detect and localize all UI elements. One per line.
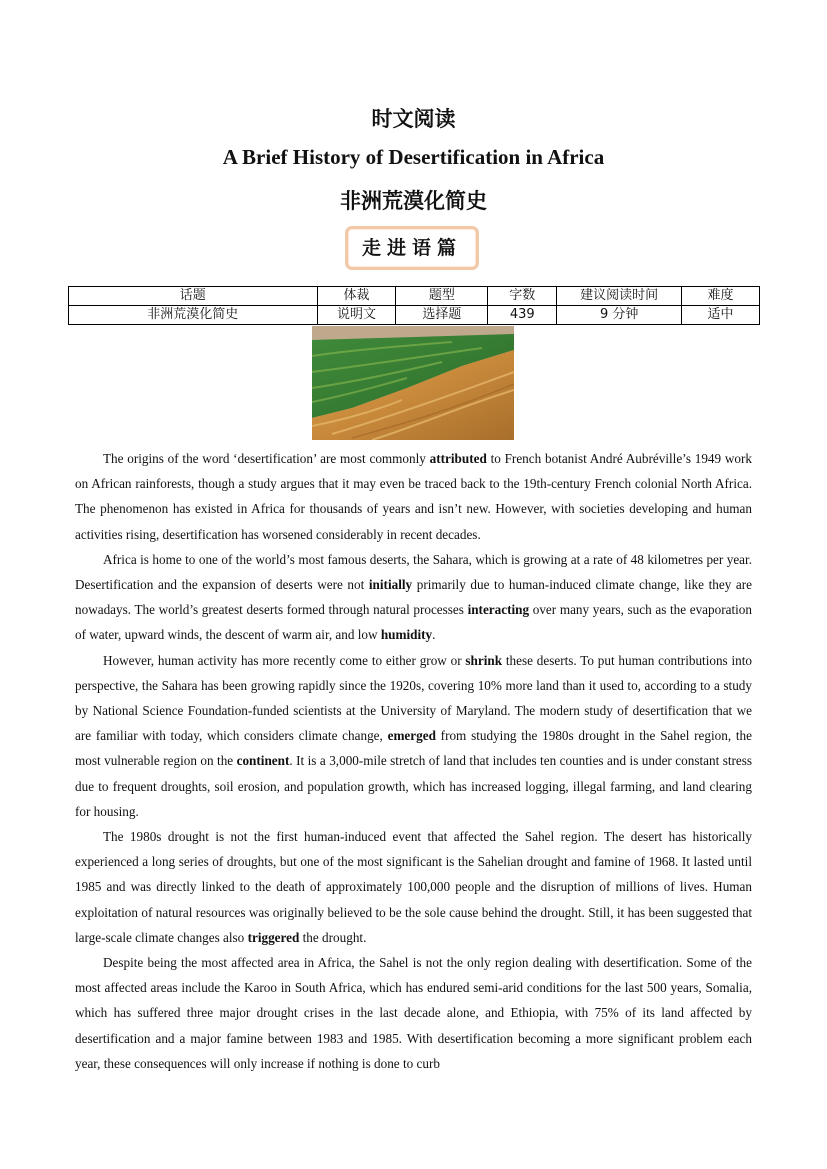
header-topic: 话题 — [69, 287, 318, 306]
header-question-type: 题型 — [396, 287, 488, 306]
article-body — [75, 446, 752, 1076]
section-badge — [345, 226, 479, 270]
value-word-count: 439 — [488, 306, 557, 325]
paragraph-text: Despite being the most affected area in Africa, the Sahel is not the only region dealing with desertification. Some of the most affected areas include the Karoo in South Africa, which has endured semi-arid conditions for the last 500 years, Somalia, which has suffered three major drought crises in the last decade alone, and Ethiopia, with 75% of its land affected by desertification and a major famine between 1983 and 1985. With desertification becoming a more significant problem each year, these consequences will only increase if nothing is done to curb — [75, 955, 752, 1071]
keyword-humidity: humidity — [380, 627, 433, 643]
paragraph-text: Africa is home to one of the world’s most famous deserts, the Sahara, which is growing at a rate of 48 kilometres per year. Desertification and the expansion of deserts were not — [75, 551, 752, 593]
paragraph-text: primarily due to human-induced climate change, like they are nowadays. The world’s greatest deserts formed through natural processes — [75, 577, 752, 618]
info-table-value-row — [69, 306, 760, 325]
value-topic: 非洲荒漠化简史 — [69, 306, 318, 325]
paragraph-text: over many years, such as the evaporation of water, upward winds, the descent of warm air, and low — [75, 602, 752, 643]
title-english: A Brief History of Desertification in Africa — [222, 145, 605, 169]
keyword-continent: continent — [236, 753, 290, 769]
title-chinese: 非洲荒漠化简史 — [340, 188, 487, 213]
header-genre: 体裁 — [317, 287, 396, 306]
keyword-emerged: emerged — [387, 728, 436, 744]
paragraph-text: to French botanist André Aubréville’s 1949 work on African rainforests, though a study argues that it may even be traced back to the 19th-century French colonial North Africa. The phenomenon has existed in Africa for thousands of years and isn’t new. However, with societies developing and human activities rising, desertification has worsened considerably in recent decades. — [75, 451, 752, 542]
paragraph-4 — [75, 824, 752, 950]
paragraph-text: The 1980s drought is not the first human-induced event that affected the Sahel region. The desert has historically experienced a long series of droughts, but one of the most significant is the Sahelian drought and famine of 1968. It lasted until 1985 and was directly linked to the death of approximately 100,000 people and the disruption of millions of lives. Human exploitation of natural resources was originally believed to be the sole cause behind the drought. Still, it has been suggested that large-scale climate changes also — [75, 829, 752, 945]
value-genre: 说明文 — [317, 306, 396, 325]
keyword-triggered: triggered — [247, 929, 300, 945]
keyword-initially: initially — [368, 577, 413, 593]
paragraph-5 — [75, 950, 752, 1076]
info-table-header-row — [69, 287, 760, 306]
value-difficulty: 适中 — [682, 306, 760, 325]
paragraph-1 — [75, 446, 752, 547]
header-reading-time: 建议阅读时间 — [557, 287, 682, 306]
paragraph-text: However, human activity has more recently come to either grow or — [103, 652, 466, 668]
desert-photo — [312, 326, 514, 440]
value-question-type: 选择题 — [396, 306, 488, 325]
paragraph-text: the drought. — [299, 929, 367, 945]
header-word-count: 字数 — [488, 287, 557, 306]
section-category: 时文阅读 — [371, 106, 456, 131]
keyword-shrink: shrink — [465, 652, 503, 668]
paragraph-text: these deserts. To put human contributions into perspective, the Sahara has been growing rapidly since the 1920s, covering 10% more land than it used to, according to a study by National Science Foundation-funded scientists at the University of Maryland. The modern study of desertification that we are familiar with today, which considers climate change, — [75, 652, 753, 744]
paragraph-2 — [75, 547, 752, 648]
info-table — [68, 286, 760, 325]
paragraph-3 — [75, 648, 752, 824]
paragraph-text: . — [432, 627, 436, 643]
keyword-attributed: attributed — [429, 451, 487, 466]
paragraph-text: The origins of the word ‘desertification’ are most commonly — [103, 451, 430, 466]
value-reading-time: 9 分钟 — [557, 306, 682, 325]
paragraph-text: . It is a 3,000-mile stretch of land that includes ten counties and is under constant stress due to frequent droughts, soil erosion, and population growth, which has increased logging, illegal farming, and land clearing for housing. — [75, 753, 752, 819]
header-difficulty: 难度 — [682, 287, 760, 306]
paragraph-text: from studying the 1980s drought in the Sahel region, the most vulnerable region on the — [75, 728, 752, 769]
keyword-interacting: interacting — [467, 602, 530, 618]
section-badge-label: 走进语篇 — [361, 237, 462, 259]
